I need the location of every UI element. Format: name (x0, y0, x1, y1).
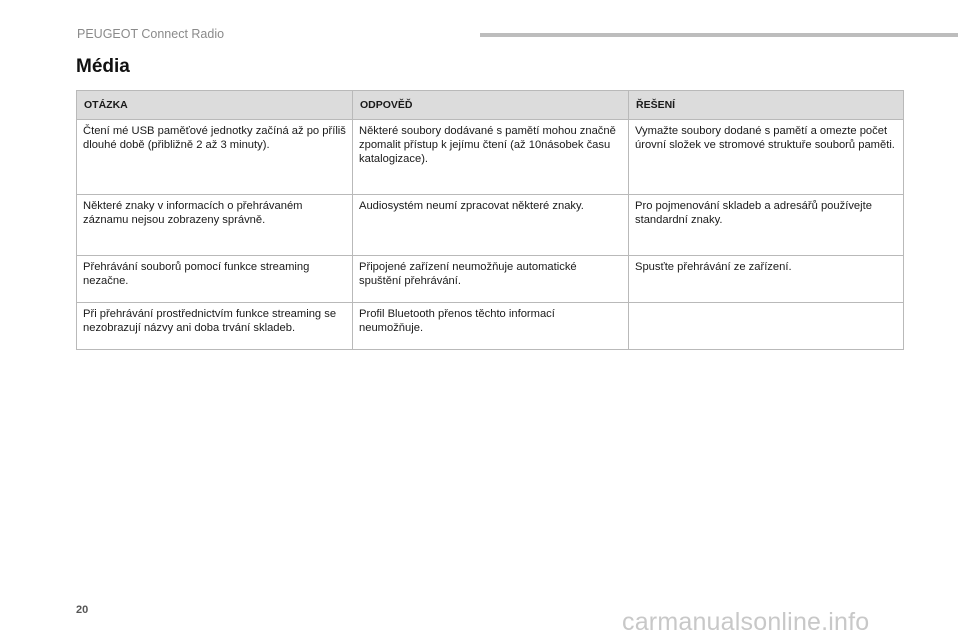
header-divider-bar (480, 33, 958, 37)
table-row (77, 256, 904, 303)
answer-cell: Profil Bluetooth přenos těchto informací neumožňuje. (353, 303, 629, 350)
page-number: 20 (76, 604, 89, 616)
solution-cell: Vymažte soubory dodané s pamětí a omezte počet úrovní složek ve stromové struktuře souborů paměti. (629, 120, 904, 195)
table-header-row (77, 91, 904, 120)
answer-cell: Připojené zařízení neumožňuje automatické spuštění přehrávání. (353, 256, 629, 303)
answer-cell: Audiosystém neumí zpracovat některé znaky. (353, 195, 629, 256)
section-title: Média (76, 56, 130, 77)
table-row (77, 195, 904, 256)
table-row (77, 303, 904, 350)
solution-cell: Spusťte přehrávání ze zařízení. (629, 256, 904, 303)
answer-cell: Některé soubory dodávané s pamětí mohou značně zpomalit přístup k jejímu čtení (až 10násobek času katalogizace). (353, 120, 629, 195)
column-header-question: OTÁZKA (77, 91, 353, 120)
question-cell: Některé znaky v informacích o přehrávaném záznamu nejsou zobrazeny správně. (77, 195, 353, 256)
solution-cell (629, 303, 904, 350)
column-header-answer: ODPOVĚĎ (353, 91, 629, 120)
question-cell: Čtení mé USB paměťové jednotky začíná až po příliš dlouhé době (přibližně 2 až 3 minuty). (77, 120, 353, 195)
question-cell: Při přehrávání prostřednictvím funkce streaming se nezobrazují názvy ani doba trvání skladeb. (77, 303, 353, 350)
solution-cell: Pro pojmenování skladeb a adresářů používejte standardní znaky. (629, 195, 904, 256)
column-header-solution: ŘEŠENÍ (629, 91, 904, 120)
question-cell: Přehrávání souborů pomocí funkce streaming nezačne. (77, 256, 353, 303)
watermark: carmanualsonline.info (622, 608, 870, 636)
header-title: PEUGEOT Connect Radio (77, 27, 225, 41)
faq-table (76, 90, 904, 350)
table-row (77, 120, 904, 195)
